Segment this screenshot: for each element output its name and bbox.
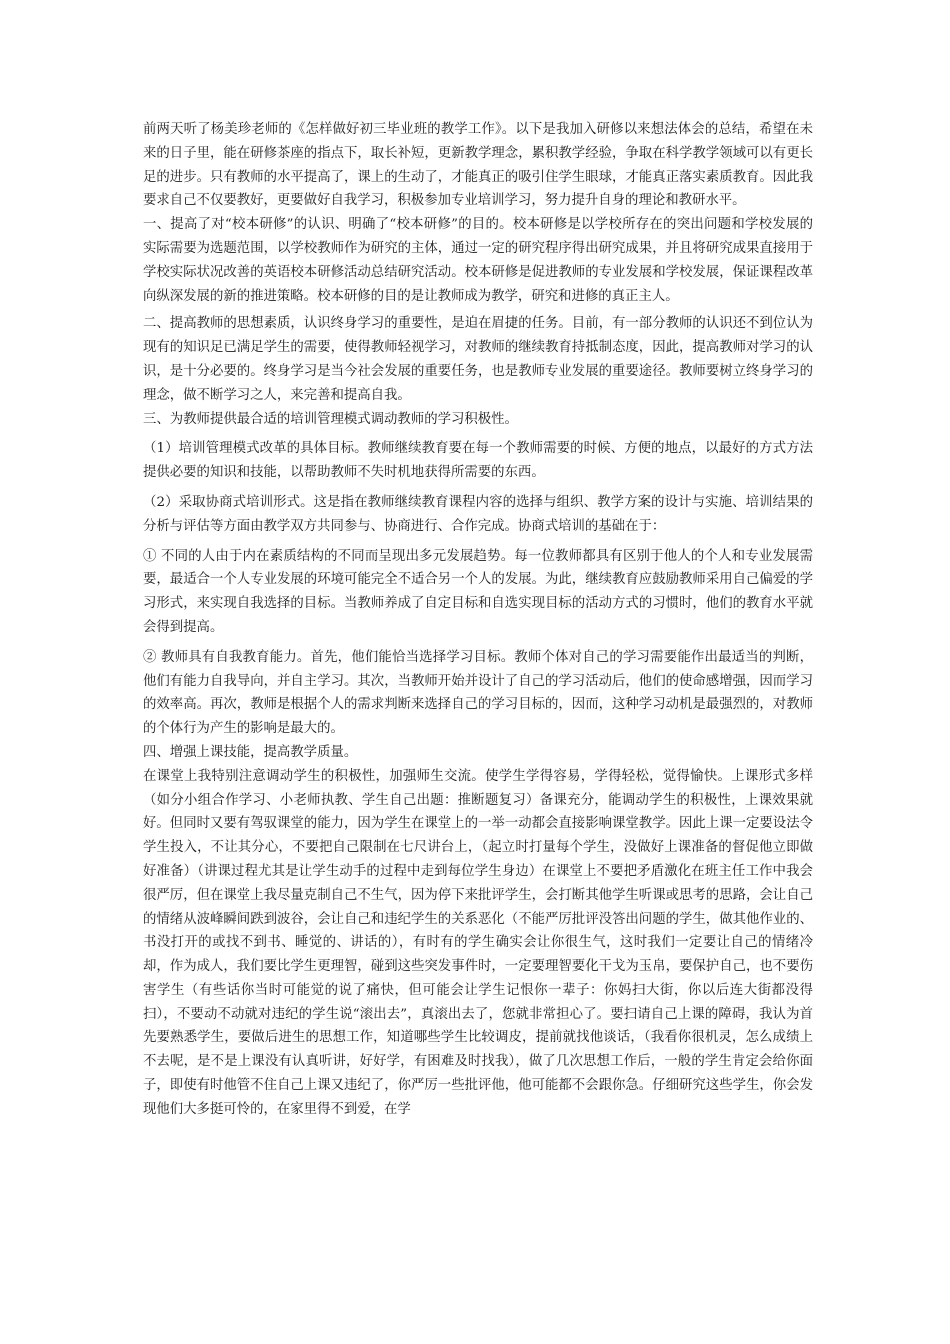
paragraph-section-3-heading: 三、为教师提供最合适的培训管理模式调动教师的学习积极性。 (143, 411, 518, 427)
paragraph-item-1: （1）培训管理模式改革的具体目标。教师继续教育要在每一个教师需要的时候、方便的地点，以最好的方式方法提供必要的知识和技能，以帮助教师不失时机地获得所需要的东西。 (143, 441, 813, 481)
paragraph-point-1: ① 不同的人由于内在素质结构的不同而呈现出多元发展趋势。每一位教师都具有区别于他人的个人和专业发展需要，最适合一个人专业发展的环境可能完全不适合另一个人的发展。为此，继续教育应鼓励教师采用自己偏爱的学习形式，来实现自我选择的目标。当教师养成了自定目标和自选实现目标的活动方式的习惯时，他们的教育水平就会得到提高。 (143, 548, 813, 635)
paragraph-section-4-heading: 四、增强上课技能，提高教学质量。 (143, 744, 358, 760)
paragraph-section-4-body: 在课堂上我特别注意调动学生的积极性，加强师生交流。使学生学得容易，学得轻松，觉得愉快。上课形式多样（如分小组合作学习、小老师执教、学生自己出题：推断题复习）备课充分，能调动学生的积极性，上课效果就好。但同时又要有驾驭课堂的能力，因为学生在课堂上的一举一动都会直接影响课堂教学。因此上课一定要设法令学生投入，不让其分心，不要把自己限制在七尺讲台上，（起立时打量每个学生，没做好上课准备的督促他立即做好准备）（讲课过程尤其是让学生动手的过程中走到每位学生身边）在课堂上不要把矛盾激化在班主任工作中我会很严厉，但在课堂上我尽量克制自己不生气，因为停下来批评学生，会打断其他学生听课或思考的思路，会让自己的情绪从波峰瞬间跌到波谷，会让自己和违纪学生的关系恶化（不能严厉批评没答出问题的学生，做其他作业的、书没打开的或找不到书、睡觉的、讲话的），有时有的学生确实会让你很生气，这时我们一定要让自己的情绪冷却，作为成人，我们要比学生更理智，碰到这些突发事件时，一定要理智要化干戈为玉帛，要保护自己，也不要伤害学生（有些话你当时可能觉的说了痛快，但可能会让学生记恨你一辈子：你妈扫大街，你以后连大街都没得扫），不要动不动就对违纪的学生说“滚出去”，真滚出去了，您就非常担心了。要扫请自己上课的障碍，我认为首先要熟悉学生，要做后进生的思想工作，知道哪些学生比较调皮，提前就找他谈话，（我看你很机灵，怎么成绩上不去呢，是不是上课没有认真听讲，好好学，有困难及时找我），做了几次思想工作后，一般的学生肯定会给你面子，即使有时他管不住自己上课又违纪了，你严厉一些批评他，他可能都不会跟你急。仔细研究这些学生，你会发现他们大多挺可怜的，在家里得不到爱，在学 (143, 768, 813, 1117)
paragraph-section-1: 一、提高了对“校本研修”的认识、明确了“校本研修”的目的。校本研修是以学校所存在的突出问题和学校发展的实际需要为选题范围，以学校教师作为研究的主体，通过一定的研究程序得出研究成果，并且将研究成果直接用于学校实际状况改善的英语校本研修活动总结研究活动。校本研修是促进教师的专业发展和学校发展，保证课程改革向纵深发展的新的推进策略。校本研修的目的是让教师成为教学，研究和进修的真正主人。 (143, 217, 813, 304)
paragraph-item-2: （2）采取协商式培训形式。这是指在教师继续教育课程内容的选择与组织、教学方案的设计与实施、培训结果的分析与评估等方面由教学双方共同参与、协商进行、合作完成。协商式培训的基础在于： (143, 494, 813, 534)
document-body (143, 118, 813, 1122)
paragraph-intro: 前两天听了杨美珍老师的《怎样做好初三毕业班的教学工作》。以下是我加入研修以来想法体会的总结，希望在未来的日子里，能在研修茶座的指点下，取长补短，更新教学理念，累积教学经验，争取在科学教学领域可以有更长足的进步。只有教师的水平提高了，课上的生动了，才能真正的吸引住学生眼球，才能真正落实素质教育。因此我要求自己不仅要教好，更要做好自我学习，积极参加专业培训学习，努力提升自身的理论和教研水平。 (143, 122, 813, 209)
paragraph-section-2: 二、提高教师的思想素质，认识终身学习的重要性，是迫在眉捷的任务。目前，有一部分教师的认识还不到位认为现有的知识足已满足学生的需要，使得教师轻视学习，对教师的继续教育持抵制态度，因此，提高教师对学习的认识，是十分必要的。终身学习是当今社会发展的重要任务，也是教师专业发展的重要途径。教师要树立终身学习的理念，做不断学习之人，来完善和提高自我。 (143, 316, 813, 403)
paragraph-point-2: ② 教师具有自我教育能力。首先，他们能恰当选择学习目标。教师个体对自己的学习需要能作出最适当的判断，他们有能力自我导向，并自主学习。其次，当教师开始并设计了自己的学习活动后，他们的使命感增强，因而学习的效率高。再次，教师是根据个人的需求判断来选择自己的学习目标的，因而，这种学习动机是最强烈的，对教师的个体行为产生的影响是最大的。 (143, 649, 813, 737)
